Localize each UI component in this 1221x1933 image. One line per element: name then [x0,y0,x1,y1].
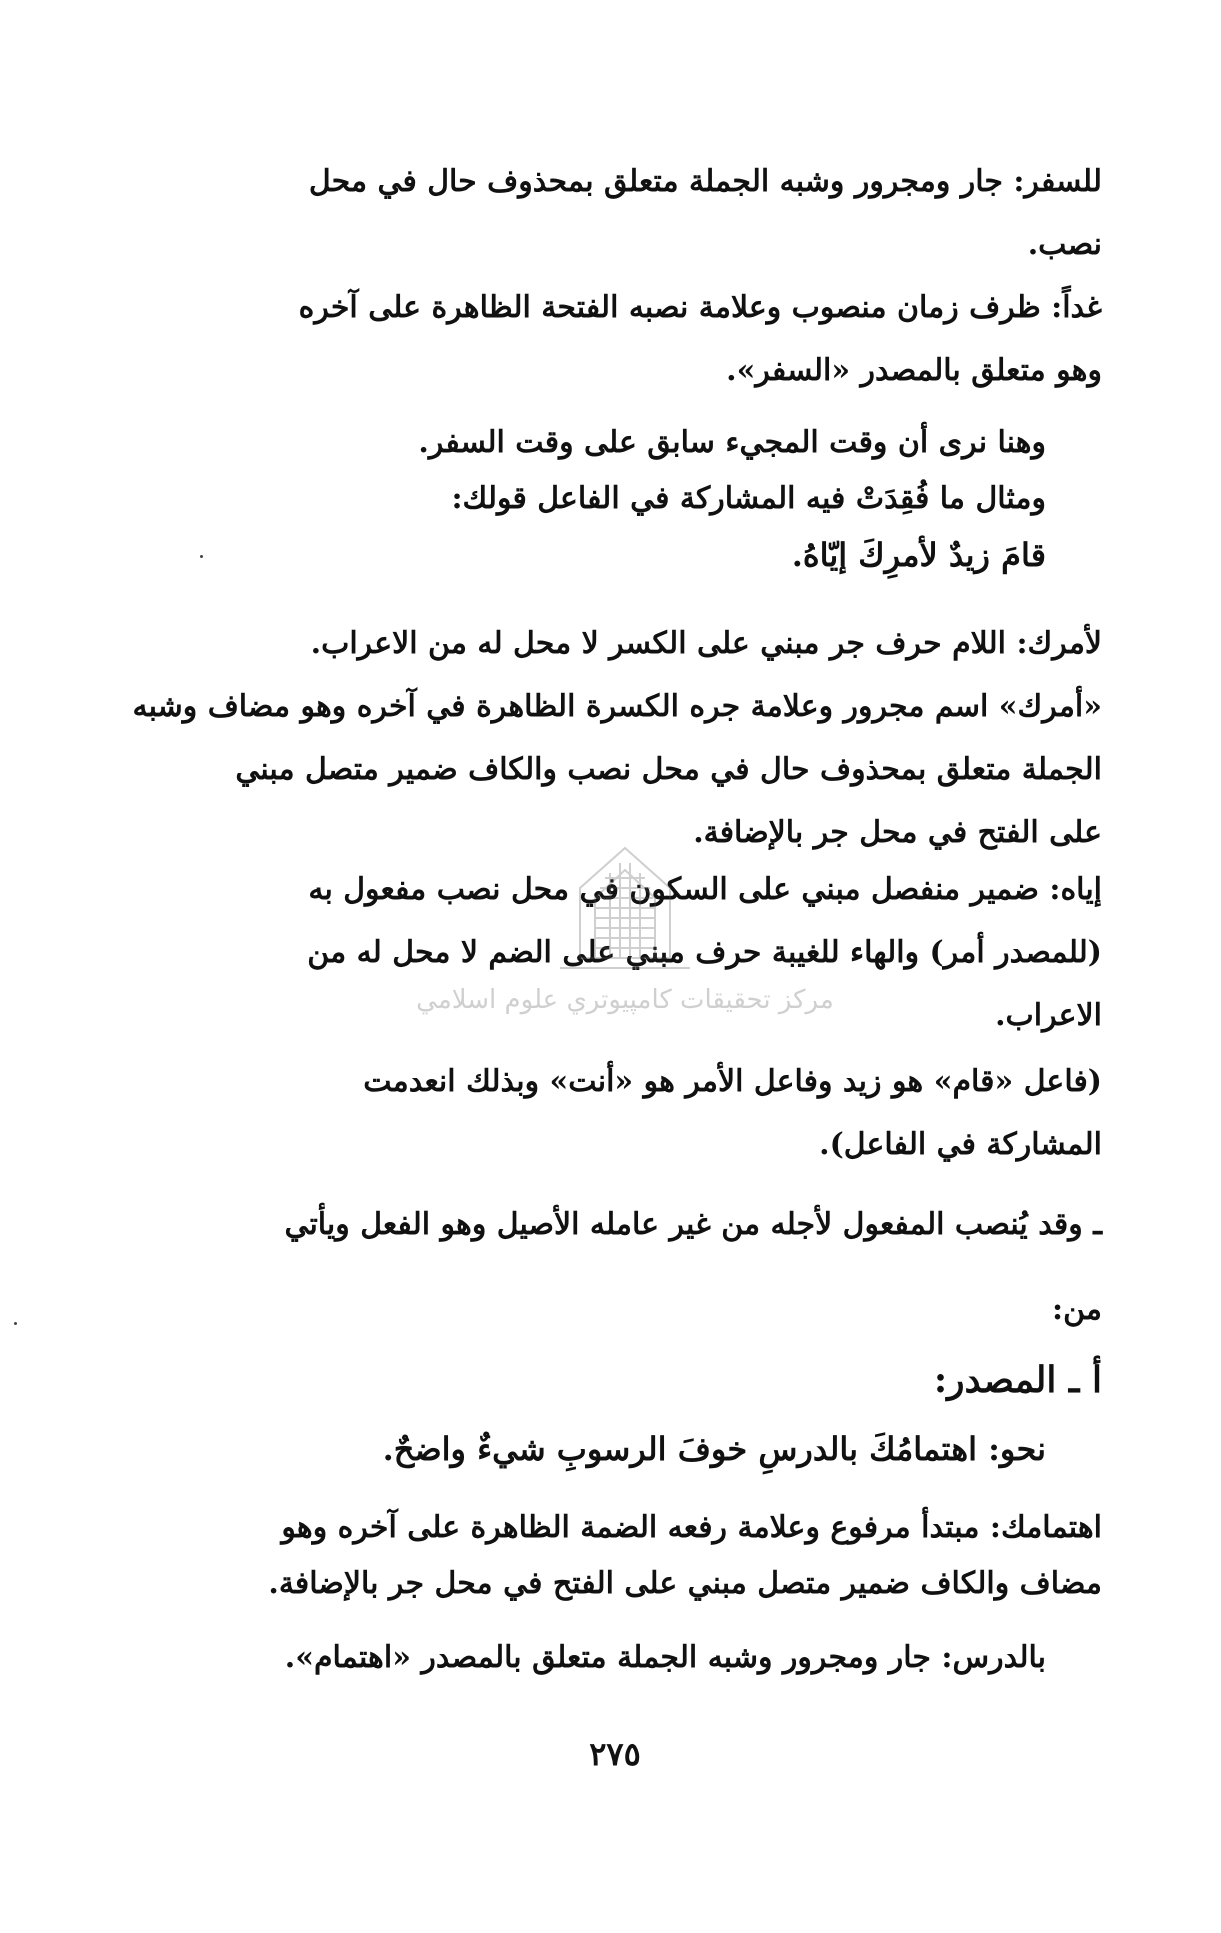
watermark-text: مركز تحقيقات كامپيوتري علوم اسلامي [416,985,834,1015]
text-line: من: [1052,1292,1102,1327]
text-line: «أمرك» اسم مجرور وعلامة جره الكسرة الظاهرة في آخره وهو مضاف وشبه [132,689,1102,724]
text-line: (للمصدر أمر) والهاء للغيبة حرف مبني على الضم لا محل له من [307,935,1102,970]
paragraph-lilsafar [122,150,1102,276]
text-line: (فاعل «قام» هو زيد وفاعل الأمر هو «أنت» وبذلك انعدمت [363,1064,1102,1099]
text-line: الاعراب. [995,998,1102,1033]
text-line: ـ وقد يُنصب المفعول لأجله من غير عامله الأصيل وهو الفعل ويأتي [284,1207,1102,1242]
paragraph-fail [122,1050,1102,1176]
scan-speck [14,1322,17,1325]
text-line: لأمرك: اللام حرف جر مبني على الكسر لا محل له من الاعراب. [310,626,1102,661]
scan-speck [200,555,203,558]
text-line: اهتمامك: مبتدأ مرفوع وعلامة رفعه الضمة الظاهرة على آخره وهو [281,1510,1102,1545]
page-number: ٢٧٥ [589,1735,641,1773]
text-line: مضاف والكاف ضمير متصل مبني على الفتح في محل جر بالإضافة. [268,1566,1102,1601]
section-heading: أ ـ المصدر: [933,1359,1102,1401]
example-sentence: قامَ زيدٌ لأمرِكَ إيّاهُ. [791,536,1046,574]
text-line: وهنا نرى أن وقت المجيء سابق على وقت السفر. [418,425,1046,460]
text-line: الجملة متعلق بمحذوف حال في محل نصب والكاف ضمير متصل مبني [235,752,1102,787]
text-line: نصب. [1027,227,1102,262]
paragraph-wa-qad [122,1182,1102,1352]
paragraph-bildars: بالدرس: جار ومجرور وشبه الجملة متعلق بالمصدر «اهتمام». [284,1640,1046,1675]
text-line: على الفتح في محل جر بالإضافة. [693,815,1102,850]
text-line: وهو متعلق بالمصدر «السفر». [726,353,1102,388]
paragraph-ihtimamuk [122,1500,1102,1612]
text-line: المشاركة في الفاعل). [819,1127,1102,1162]
paragraph-example-intro [126,415,1046,583]
example-nahw: نحو: اهتمامُكَ بالدرسِ خوفَ الرسوبِ شيءٌ واضحٌ. [382,1430,1046,1468]
text-line: ومثال ما فُقِدَتْ فيه المشاركة في الفاعل قولك: [451,481,1046,516]
paragraph-ghadan [122,276,1102,402]
text-line: للسفر: جار ومجرور وشبه الجملة متعلق بمحذوف حال في محل [308,164,1102,199]
text-line: غداً: ظرف زمان منصوب وعلامة نصبه الفتحة الظاهرة على آخره [298,290,1102,325]
text-line: إياه: ضمير منفصل مبني على السكون في محل نصب مفعول به [308,872,1102,907]
